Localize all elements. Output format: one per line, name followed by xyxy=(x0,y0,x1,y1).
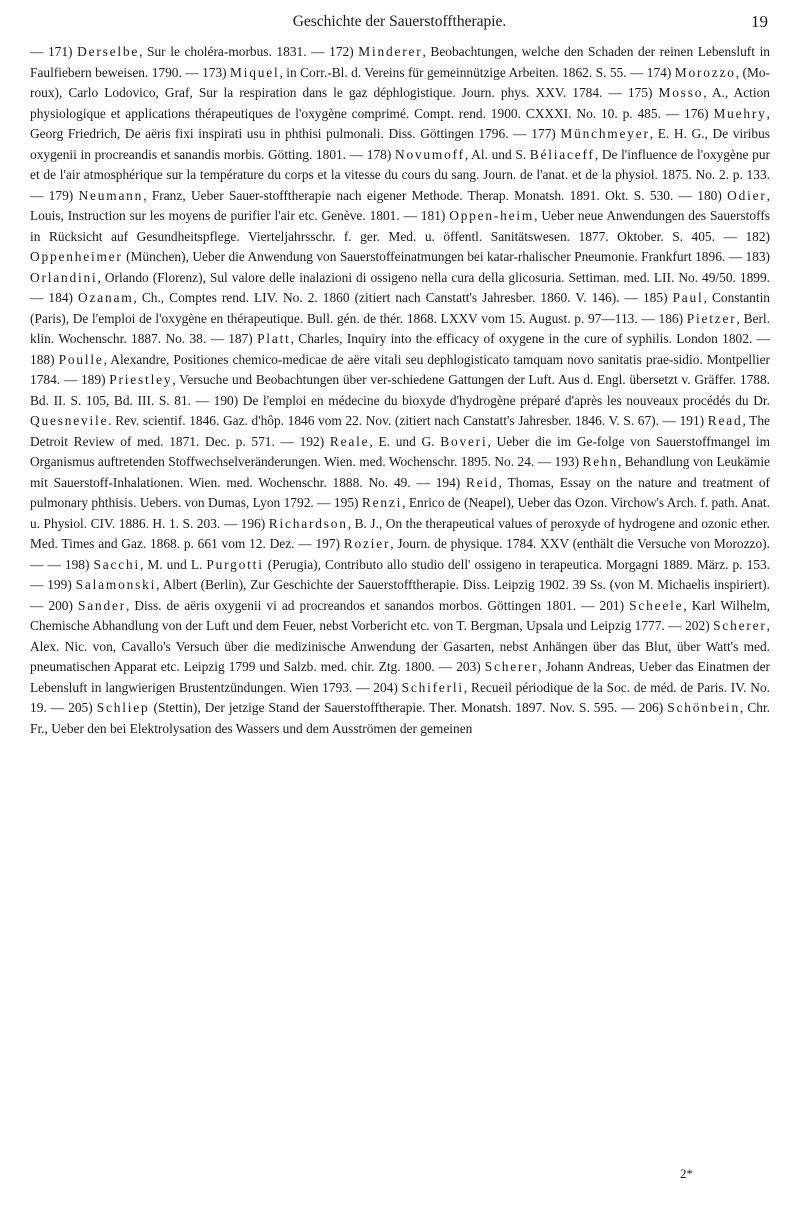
author-name: Purgotti xyxy=(206,556,264,572)
reference-text: , Enrico de (Neapel), Ueber das Ozon. Virchow's Arch. f. path. Anat. u. Physiol. CIV. 1886. H. 1. S. 203. — 196) xyxy=(30,495,770,531)
reference-text: , Berl. klin. Wochenschr. 1887. No. 38. — 187) xyxy=(30,310,770,346)
reference-text: (Perugia), Contributo allo studio dell' ossigeno in terapeutica. Morgagni 1889. März. p. 153. — 199) xyxy=(30,556,770,592)
reference-text: , A., Action physiologique et applications thérapeutiques de l'oxygène comprimé. Compt. rend. 1900. CXXXI. No. 10. p. 485. — 176) xyxy=(30,85,770,121)
author-name: Scheele xyxy=(629,597,684,613)
author-name: Quesnevile xyxy=(30,413,109,428)
author-name: Salamonski xyxy=(75,577,157,592)
reference-text: , E. H. G., De viribus oxygenii in procreandis et sanandis morbis. Götting. 1801. — 178) xyxy=(30,126,770,162)
reference-text: , Charles, Inquiry into the efficacy of oxygene in the cure of syphilis. London 1802. — 188) xyxy=(30,331,770,367)
reference-text: , Chr. Fr., Ueber den bei Elektrolysation des Wassers und dem Ausströmen der gemeinen xyxy=(30,700,771,736)
author-name: Renzi xyxy=(361,495,403,510)
author-name: Muehry xyxy=(713,105,767,121)
reference-text: , Thomas, Essay on the nature and treatment of pulmonary phthisis. Uebers. von Dumas, Lyon 1792. — 195) xyxy=(30,474,771,510)
author-name: Priestley xyxy=(109,372,173,387)
author-name: Oppen-heim xyxy=(449,208,535,223)
reference-text: , Johann Andreas, Ueber das Einatmen der Lebensluft in langwierigen Brustentzündungen. Wien 1793. — 204) xyxy=(30,659,770,695)
author-name: Read xyxy=(707,413,743,428)
author-name: Morozzo xyxy=(674,64,736,80)
author-name: Schliep xyxy=(96,700,150,715)
author-name: Reid xyxy=(466,474,499,490)
reference-text: , Sur le choléra-morbus. 1831. — 172) xyxy=(139,44,359,59)
author-name: Scherer xyxy=(484,659,539,674)
reference-text: . Rev. scientif. 1846. Gaz. d'hôp. 1846 vom 22. Nov. (zitiert nach Canstatt's Jahresber. 1846. V. S. 67). — 191) xyxy=(108,413,708,428)
reference-text: , Ch., Comptes rend. LIV. No. 2. 1860 (zitiert nach Canstatt's Jahresber. 1860. V. 146). — 185) xyxy=(133,290,673,305)
author-name: Reale xyxy=(329,433,370,449)
author-name: Poulle xyxy=(58,351,104,367)
author-name: Pietzer xyxy=(686,310,737,326)
reference-text: , Recueil périodique de la Soc. de méd. de Paris. IV. No. 19. — 205) xyxy=(30,679,771,715)
reference-list xyxy=(30,42,770,739)
author-name: Rehn xyxy=(582,454,618,469)
author-name: Minderer xyxy=(358,44,423,59)
reference-text: , Franz, Ueber Sauer-stofftherapie nach eigener Methode. Therap. Monatsh. 1891. Okt. S. 530. — 180) xyxy=(143,187,728,203)
author-name: Neumann xyxy=(78,187,144,203)
reference-text: , De l'influence de l'oxygène pur et de l'air atmosphérique sur la température du corps et la vitesse du cours du sang. Journ. de l'anat. et de la physiol. 1875. No. 2. p. 133. — 179) xyxy=(30,146,770,203)
reference-text: , Beobachtungen, welche den Schaden der reinen Lebensluft in Faulfiebern beweisen. 1790. — 173) xyxy=(30,44,770,80)
author-name: Orlandini xyxy=(30,269,98,285)
reference-text: , E. und G. xyxy=(369,433,441,449)
author-name: Boveri xyxy=(440,433,488,449)
reference-text: , Georg Friedrich, De aëris fixi inspirati usu in phthisi pulmonali. Diss. Göttingen 1796. — 177) xyxy=(30,105,770,141)
reference-text: , (Mo-roux), Carlo Lodovico, Graf, Sur la respiration dans le gaz déphlogistique. Journ. phys. XXV. 1784. — 175) xyxy=(30,64,771,100)
author-name: Mosso xyxy=(658,85,704,100)
reference-text: , Louis, Instruction sur les moyens de purifier l'air etc. Genève. 1801. — 181) xyxy=(30,187,770,223)
author-name: Scherer xyxy=(713,618,767,633)
author-name: Béliaceff xyxy=(529,146,595,162)
author-name: Ozanam xyxy=(78,290,134,305)
author-name: Miquel xyxy=(230,64,280,80)
author-name: Schiferli xyxy=(401,679,464,695)
reference-text: , Diss. de aëris oxygenii vi ad procreandos et sanandos morbos. Göttingen 1801. — 201) xyxy=(125,597,630,613)
author-name: Schönbein xyxy=(667,700,740,715)
reference-text: , The Detroit Review of med. 1871. Dec. p. 571. — 192) xyxy=(30,413,770,449)
reference-text: , Ueber die im Ge-folge von Sauerstoffmangel im Organismus auftretenden Stoffwechselveränderungen. Wien. med. Wochenschr. 1895. No. 24. — 193) xyxy=(30,433,770,469)
reference-text: , Constantin (Paris), De l'emploi de l'oxygène en thérapeutique. Bull. gén. de thér. 1868. LXXV vom 15. August. p. 97—113. — 186) xyxy=(30,290,770,326)
reference-text: (Stettin), Der jetzige Stand der Sauerstofftherapie. Ther. Monatsh. 1897. Nov. S. 595. — 206) xyxy=(149,700,668,715)
author-name: Novumoff xyxy=(394,146,465,162)
author-name: Platt xyxy=(257,331,291,346)
reference-text: , Karl Wilhelm, Chemische Abhandlung von der Luft und dem Feuer, nebst Vorbericht etc. von T. Bergman, Upsala und Leipzig 1777. — 202) xyxy=(30,597,770,633)
reference-text: , Alexandre, Positiones chemico-medicae de aëre vitali seu dephlogisticato tamquam novo sanitatis prae-sidio. Montpellier 1784. — 189) xyxy=(30,351,770,387)
author-name: Derselbe xyxy=(77,44,140,59)
reference-text: , M. und L. xyxy=(139,556,207,572)
reference-text: , Alex. Nic. von, Cavallo's Versuch über die medizinische Anwendung der Gasarten, nebst Anhängen über das Blut, über Watt's med. pneumatischen Apparat etc. Leipzig 1799 und Salzb. med. chir. Ztg. 1800. — 203) xyxy=(30,618,770,674)
reference-text: , Journ. de physique. 1784. XXV (enthält die Versuche von Morozzo). — — 198) xyxy=(30,536,770,572)
author-name: Sander xyxy=(78,597,126,613)
reference-text: , Al. und S. xyxy=(464,146,530,162)
reference-text: , Ueber neue Anwendungen des Sauerstoffs in Rücksicht auf Gesundheitspflege. Vierteljahrsschr. f. ger. Med. u. öffentl. Sanitätswesen. 1877. Oktober. S. 405. — 182) xyxy=(30,208,770,244)
page-number: 19 xyxy=(751,12,768,31)
reference-text: , Albert (Berlin), Zur Geschichte der Sauerstofftherapie. Diss. Leipzig 1902. 39 Ss. (von M. Michaelis inspiriert). — 200) xyxy=(30,577,770,613)
reference-text: (München), Ueber die Anwendung von Sauerstoffeinatmungen bei katar-rhalischer Pneumonie. Frankfurt 1896. — 183) xyxy=(122,249,770,264)
reference-text: , Versuche und Beobachtungen über ver-schiedene Gattungen der Luft. Aus d. Engl. übersetzt v. Gräffer. 1788. Bd. II. S. 105, Bd. III. S. 81. — 190) De l'emploi en médecine du bioxyde d'hydrogène préparé d'après les nouveaux procédés du Dr. xyxy=(30,372,771,408)
running-title: Geschichte der Sauerstofftherapie. xyxy=(292,13,507,30)
author-name: Oppenheimer xyxy=(30,249,123,264)
author-name: Odier xyxy=(727,187,767,203)
reference-text: , Behandlung von Leukämie mit Sauerstoff-Inhalationen. Wien. med. Wochenschr. 1888. No. 49. — 194) xyxy=(30,454,770,490)
author-name: Paul xyxy=(672,290,704,305)
reference-text: , B. J., On the therapeutical values of peroxyde of hydrogene and ozonic ether. Med. Times and Gaz. 1868. p. 661 vom 12. Dez. — 197) xyxy=(30,515,770,551)
reference-text: — 171) xyxy=(30,44,78,59)
author-name: Sacchi xyxy=(93,556,140,572)
author-name: Münchmeyer xyxy=(560,126,650,141)
author-name: Rozier xyxy=(343,536,391,551)
page-header xyxy=(31,10,768,34)
printer-signature-mark: 2* xyxy=(680,1166,693,1181)
reference-text: , Orlando (Florenz), Sul valore delle inalazioni di ossigeno nella cura della glicosuria. Settiman. med. LII. No. 49/50. 1899. — 184) xyxy=(30,269,770,305)
author-name: Richardson xyxy=(268,515,348,531)
reference-text: , in Corr.-Bl. d. Vereins für gemeinnützige Arbeiten. 1862. S. 55. — 174) xyxy=(279,64,675,80)
